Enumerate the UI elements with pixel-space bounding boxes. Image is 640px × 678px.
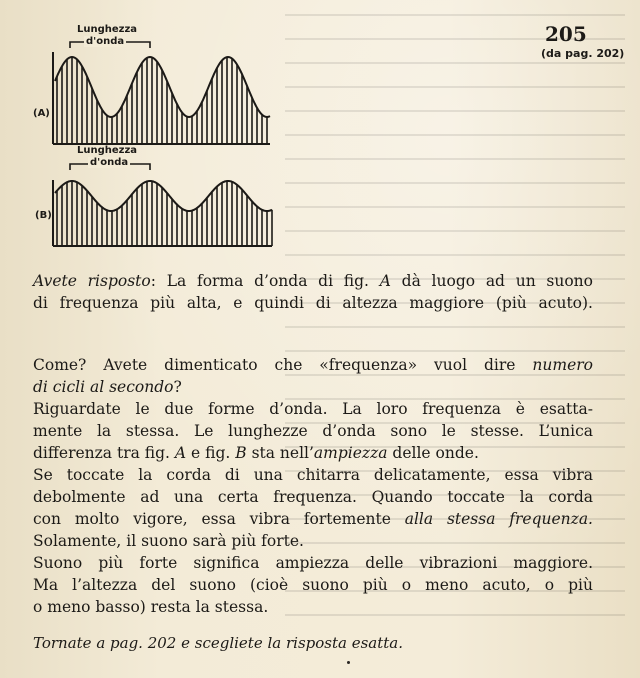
explanation-line: o meno basso) resta la stessa. bbox=[33, 598, 269, 616]
explanation-line: mente la stessa. Le lunghezze d’onda sono le stesse. L’unica bbox=[33, 422, 593, 440]
answer-line-2: di frequenza più alta, e quindi di altezza maggiore (più acuto). bbox=[33, 294, 593, 312]
explanation-line: debolmente ad una certa frequenza. Quando toccate la corda bbox=[33, 488, 593, 506]
explanation-line: differenza tra fig. A e fig. B sta nell’ampiezza delle onde. bbox=[33, 444, 479, 462]
explanation-line: Ma l’altezza del suono (cioè suono più o meno acuto, o più bbox=[33, 576, 593, 594]
wavelength-label-a-line1: Lunghezza bbox=[77, 24, 138, 35]
explanation-line: Suono più forte significa ampiezza delle vibrazioni maggiore. bbox=[33, 554, 593, 572]
wavelength-label-b-line1: Lunghezza bbox=[77, 145, 138, 156]
panel-a-label: (A) bbox=[33, 108, 50, 119]
explanation-line: Se toccate la corda di una chitarra delicatamente, essa vibra bbox=[33, 466, 593, 484]
answer-lead: Avete risposto bbox=[33, 272, 151, 290]
explanation-line: di cicli al secondo? bbox=[33, 378, 182, 396]
explanation-line: Come? Avete dimenticato che «frequenza» vuol dire numero bbox=[33, 356, 593, 374]
wavelength-label-b-line2: d'onda bbox=[90, 157, 129, 168]
explanation-line: Riguardate le due forme d’onda. La loro frequenza è esatta- bbox=[33, 400, 593, 418]
footer-instruction: Tornate a pag. 202 e scegliete la risposta esatta. bbox=[33, 634, 404, 652]
answer-line-1: Avete risposto: La forma d’onda di fig. A dà luogo ad un suono bbox=[33, 272, 593, 290]
explanation-line: con molto vigore, essa vibra fortemente alla stessa frequenza. bbox=[33, 510, 593, 528]
page-reference: (da pag. 202) bbox=[541, 47, 625, 60]
page-number: 205 bbox=[545, 22, 587, 46]
panel-b-label: (B) bbox=[35, 210, 52, 221]
answer-paragraph bbox=[33, 270, 593, 314]
explanation-line: Solamente, il suono sarà più forte. bbox=[33, 532, 304, 550]
explanation-text bbox=[33, 354, 593, 618]
wavelength-label-a-line2: d'onda bbox=[86, 36, 125, 47]
page-dot bbox=[347, 661, 350, 664]
